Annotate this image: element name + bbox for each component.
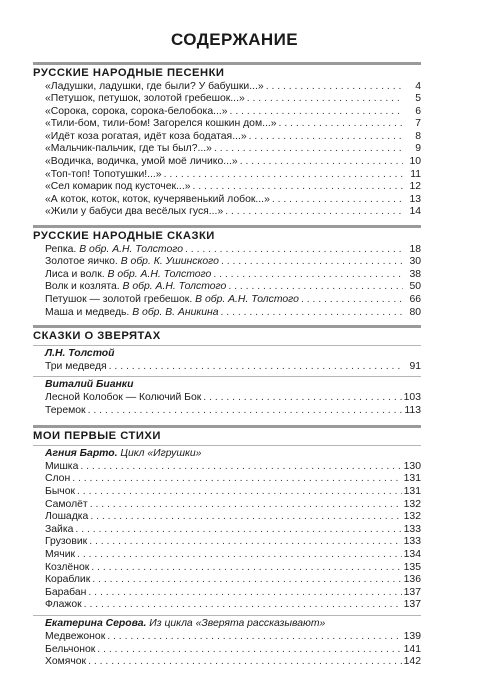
author-name: Виталий Бианки [45,379,134,391]
page-number: 11 [410,168,421,180]
entry-title [45,562,89,575]
page-number: 14 [409,206,421,218]
dot-leader [213,269,403,282]
section-divider [33,62,421,65]
entry-title [45,536,87,549]
page-number: 18 [409,243,421,255]
toc-entry [33,473,421,486]
entry-adaptation: В обр. К. Ушинского [120,256,219,268]
dot-leader [266,81,403,94]
section-animal-tales [33,325,421,417]
toc-entry [33,511,421,524]
dot-leader [77,549,402,562]
toc-entry [33,656,421,669]
entry-title [45,644,95,657]
cycle-name: Цикл «Игрушки» [120,447,202,459]
toc-entry [33,536,421,549]
entry-title-text: Маша и медведь. [45,306,130,318]
author-name: Агния Барто. [45,447,118,459]
dot-leader [203,392,401,405]
entry-title [45,587,86,600]
dot-leader [164,169,403,182]
page-number: 5 [415,93,421,105]
section-heading: МОИ ПЕРВЫЕ СТИХИ [33,429,161,442]
toc-entry [33,307,421,320]
toc-entry [33,392,421,405]
entry-list [33,244,421,320]
page-number: 12 [409,181,421,193]
page-number: 80 [409,306,421,318]
author-group [33,445,421,612]
entry-title-text: Мячик [45,549,76,561]
entry-title-text: Репка. [45,243,77,255]
dot-leader [249,131,403,144]
page-number: 132 [403,498,421,510]
toc-entry [33,361,421,374]
entry-title-text: Кораблик [45,574,91,586]
entry-title [45,156,238,169]
dot-leader [75,524,401,537]
entry-title-text: «Водичка, водичка, умой моё личико...» [45,156,238,168]
toc-entry [33,294,421,307]
toc-entry [33,486,421,499]
entry-title [45,269,211,282]
entry-title-text: Три медведя [45,360,107,372]
entry-title [45,169,162,182]
dot-leader [88,405,403,418]
entry-title-text: Флажок [45,599,82,611]
author-heading [33,348,421,359]
dot-leader [272,194,403,207]
page-number: 4 [415,80,421,92]
entry-title [45,194,270,207]
page-number: 135 [403,561,421,573]
dot-leader [77,486,402,499]
toc-entry [33,181,421,194]
dot-leader [225,206,403,219]
page-number: 133 [403,523,421,535]
page-number: 142 [403,656,421,668]
page-number: 30 [409,256,421,268]
toc-entry [33,206,421,219]
page-number: 91 [409,360,421,372]
entry-title [45,549,75,562]
entry-title [45,181,190,194]
dot-leader [90,511,401,524]
author-heading [33,618,421,629]
entry-adaptation: В обр. А.Н. Толстого [79,243,184,255]
entry-title [45,392,201,405]
entry-title [45,206,223,219]
author-group-list [33,445,421,669]
dot-leader [214,143,403,156]
dot-leader [80,461,401,474]
entry-title [45,461,78,474]
page-number: 137 [403,586,421,598]
entry-title-text: Козлёнок [45,561,90,573]
entry-title [45,524,73,537]
toc-entry [33,256,421,269]
toc-entry [33,131,421,144]
entry-title-text: «Ладушки, ладушки, где были? У бабушки...» [45,80,264,92]
author-divider [33,376,421,377]
page-number: 6 [415,105,421,117]
page-number: 113 [404,404,421,416]
page-number: 137 [403,599,421,611]
page-number: 133 [403,536,421,548]
cycle-name: Из цикла «Зверята рассказывают» [149,618,326,629]
entry-title-text: «Топ-топ! Топотушки!...» [45,168,162,180]
toc-entry [33,169,421,182]
author-group [33,345,421,374]
entry-title [45,81,264,94]
toc-entry [33,562,421,575]
dot-leader [185,244,403,257]
entry-title-text: Зайка [45,523,74,535]
toc-entry [33,81,421,94]
author-divider [33,615,421,616]
section-first-poems [33,425,421,668]
entry-title-text: «Сорока, сорока, сорока-белобока...» [45,105,228,117]
entry-title-text: Барабан [45,586,87,598]
entry-title [45,599,82,612]
section-divider [33,425,421,428]
page-number: 103 [403,392,421,404]
toc-entry [33,244,421,257]
dot-leader [88,587,401,600]
entry-title-text: Теремок [45,404,86,416]
entry-title-text: Золотое яичко. [45,256,118,268]
entry-title-text: Волк и козлята. [45,281,120,293]
page-number: 10 [409,156,421,168]
page-number: 130 [403,460,421,472]
dot-leader [221,307,403,320]
entry-title-text: Хомячок [45,656,87,668]
entry-title-text: «Тили-бом, тили-бом! Загорелся кошкин дом...» [45,118,277,130]
dot-leader [89,536,401,549]
entry-title-text: «А коток, коток, коток, кучерявенький лобок...» [45,193,270,205]
entry-title-text: Слон [45,473,71,485]
entry-title-text: Самолёт [45,498,88,510]
section-heading: СКАЗКИ О ЗВЕРЯТАХ [33,329,161,342]
entry-title [45,244,183,257]
toc-entry [33,405,421,418]
toc-entry [33,549,421,562]
dot-leader [192,181,403,194]
dot-leader [97,644,401,657]
author-divider [33,445,421,446]
entry-title-text: Мишка [45,460,79,472]
entry-title [45,131,247,144]
entry-title-text: «Петушок, петушок, золотой гребешок...» [45,93,245,105]
dot-leader [301,294,403,307]
page-title: СОДЕРЖАНИЕ [171,30,298,49]
section-divider [33,225,421,228]
entry-title [45,93,245,106]
toc-entry [33,156,421,169]
entry-title-text: Лесной Колобок — Колючий Бок [45,392,202,404]
section-folk-tales [33,225,421,319]
toc-entry [33,93,421,106]
entry-title [45,405,86,418]
page-number: 132 [403,511,421,523]
entry-adaptation: В обр. А.Н. Толстого [195,293,299,305]
page-number: 8 [415,130,421,142]
entry-list [33,81,421,220]
entry-title [45,294,299,307]
section-heading: РУССКИЕ НАРОДНЫЕ СКАЗКИ [33,229,215,242]
entry-adaptation: В обр. А.Н. Толстого [107,268,212,280]
entry-title-text: «Жили у бабуси два весёлых гуся...» [45,206,224,218]
section-folk-songs [33,62,421,219]
author-group-list [33,345,421,418]
toc-entry [33,644,421,657]
dot-leader [240,156,403,169]
entry-title [45,574,90,587]
author-name: Екатерина Серова. [45,618,147,629]
dot-leader [90,499,402,512]
entry-adaptation: В обр. В. Аникина [132,306,219,318]
author-group [33,615,421,669]
page-number: 50 [409,281,421,293]
entry-title-text: «Мальчик-пальчик, где ты был?...» [45,143,212,155]
toc-entry [33,587,421,600]
page-number: 136 [403,574,421,586]
author-name: Л.Н. Толстой [45,347,115,359]
toc-entry [33,461,421,474]
page-number: 141 [403,643,421,655]
entry-title-text: Грузовик [45,536,88,548]
dot-leader [279,118,403,131]
page-number: 13 [409,193,421,205]
page-number: 131 [403,473,421,485]
dot-leader [84,599,402,612]
dot-leader [109,361,403,374]
toc-entry [33,143,421,156]
page-number: 7 [415,118,421,130]
entry-title [45,361,107,374]
toc-entry [33,118,421,131]
dot-leader [107,631,401,644]
entry-title [45,631,105,644]
toc-entry [33,599,421,612]
dot-leader [88,656,402,669]
dot-leader [228,281,403,294]
page-number: 66 [409,293,421,305]
entry-title [45,281,226,294]
dot-leader [230,106,403,119]
entry-title-text: Лошадка [45,511,89,523]
section-heading: РУССКИЕ НАРОДНЫЕ ПЕСЕНКИ [33,66,225,79]
entry-title-text: Медвежонок [45,631,106,642]
toc-entry [33,524,421,537]
page-number: 9 [415,143,421,155]
entry-title-text: Петушок — золотой гребешок. [45,293,193,305]
entry-adaptation: В обр. А.Н. Толстого [122,281,227,293]
page-number: 131 [403,486,421,498]
entry-title-text: «Сел комарик под кусточек...» [45,181,191,193]
dot-leader [247,93,403,106]
page-number: 134 [403,549,421,561]
page-number: 38 [409,268,421,280]
entry-title [45,118,277,131]
entry-title [45,511,88,524]
entry-title-text: Бельчонок [45,643,96,655]
author-group [33,376,421,417]
toc-entry [33,574,421,587]
author-heading [33,448,421,459]
dot-leader [221,256,403,269]
entry-title-text: «Идёт коза рогатая, идёт коза бодатая...» [45,130,247,142]
entry-title-text: Бычок [45,486,76,498]
entry-title-text: Лиса и волк. [45,268,105,280]
entry-title [45,473,70,486]
toc-entry [33,106,421,119]
entry-title [45,656,86,669]
toc-entry [33,269,421,282]
entry-title [45,143,212,156]
entry-title [45,256,219,269]
dot-leader [72,473,401,486]
dot-leader [91,562,401,575]
entry-title [45,499,88,512]
author-heading [33,379,421,390]
toc-entry [33,631,421,644]
entry-title [45,106,228,119]
section-divider [33,325,421,328]
toc-entry [33,194,421,207]
author-divider [33,345,421,346]
toc-entry [33,499,421,512]
toc-entry [33,281,421,294]
entry-title [45,307,219,320]
dot-leader [92,574,401,587]
page-number: 139 [403,631,421,642]
entry-title [45,486,75,499]
